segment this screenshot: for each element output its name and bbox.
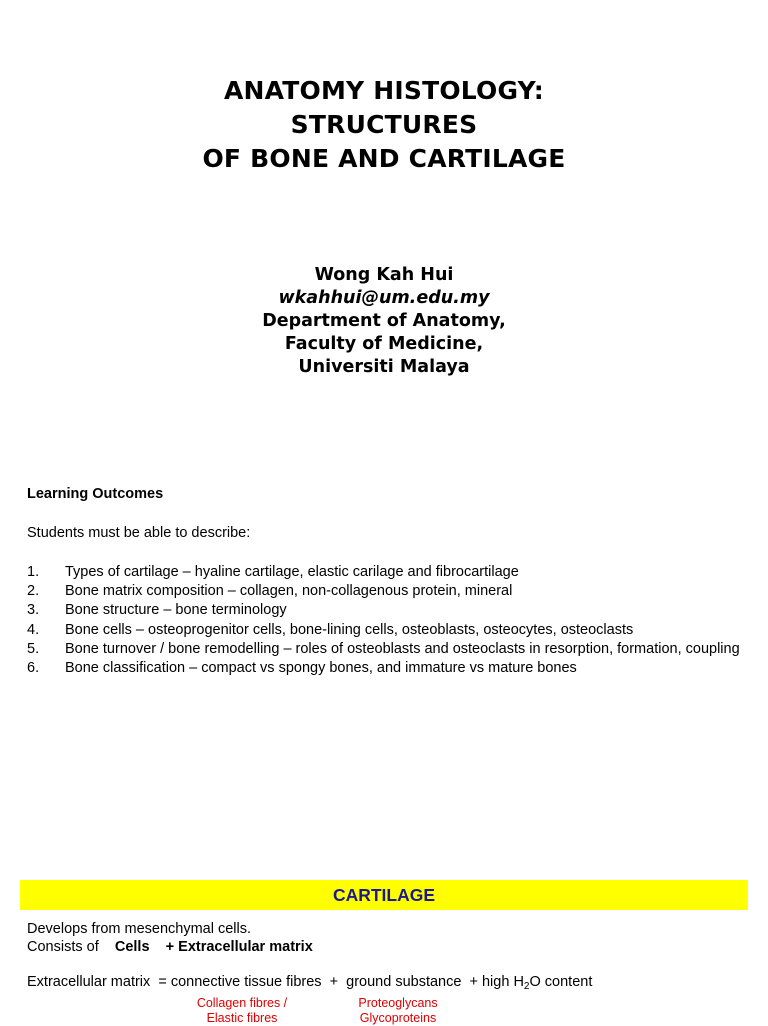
list-item-text: Bone matrix composition – collagen, non-collagenous protein, mineral — [65, 583, 513, 600]
author-email: wkahhui@um.edu.my — [278, 288, 490, 308]
list-item — [27, 563, 741, 582]
learning-outcomes-heading: Learning Outcomes — [27, 486, 164, 502]
fibres-annotation-line-2: Elastic fibres — [206, 1011, 278, 1025]
ecm-term: + Extracellular matrix — [165, 939, 313, 955]
plus-sign: + — [329, 974, 339, 990]
list-item-text: Bone cells – osteoprogenitor cells, bone-lining cells, osteoblasts, osteocytes, osteoclasts — [65, 621, 634, 638]
title-line-1: ANATOMY HISTOLOGY: — [224, 76, 544, 105]
author-faculty: Faculty of Medicine, — [284, 334, 484, 354]
fibres-annotation — [190, 996, 294, 1026]
list-item — [27, 582, 741, 601]
ctf-term: = connective tissue fibres — [158, 974, 322, 990]
list-item-number: 3. — [27, 602, 40, 619]
learning-outcomes-list — [27, 563, 741, 678]
list-item — [27, 601, 741, 620]
list-item-number: 5. — [27, 640, 40, 657]
ground-substance-term: ground substance — [346, 974, 462, 990]
fibres-annotation-line-1: Collagen fibres / — [196, 996, 288, 1010]
list-item-number: 1. — [27, 564, 40, 580]
list-item-number: 2. — [27, 583, 40, 600]
list-item-number: 6. — [27, 660, 40, 677]
author-department: Department of Anatomy, — [262, 311, 506, 331]
ground-annotation-line-2: Glycoproteins — [359, 1011, 437, 1025]
author-block — [0, 264, 768, 379]
title-line-2: STRUCTURES — [290, 110, 478, 139]
list-item — [27, 659, 741, 678]
list-item-text: Types of cartilage – hyaline cartilage, elastic carilage and fibrocartilage — [65, 564, 519, 580]
water-subscript: 2 — [523, 981, 530, 992]
cells-term: Cells — [114, 939, 150, 955]
list-item — [27, 640, 741, 659]
list-item-text: Bone structure – bone terminology — [65, 602, 287, 619]
ecm-label: Extracellular matrix — [27, 974, 151, 990]
water-term-prefix: + high H — [469, 974, 524, 990]
learning-outcomes-intro: Students must be able to describe: — [27, 525, 251, 541]
consists-of-label: Consists of — [27, 939, 99, 955]
cartilage-origin-text: Develops from mesenchymal cells. — [27, 921, 252, 937]
ground-annotation-line-1: Proteoglycans — [358, 996, 438, 1010]
author-name: Wong Kah Hui — [314, 265, 454, 285]
water-term-suffix: O content — [529, 974, 593, 990]
ground-substance-annotation — [348, 996, 448, 1026]
list-item-text: Bone turnover / bone remodelling – roles of osteoblasts and osteoclasts in resorption, formation, coupling — [65, 640, 740, 657]
cartilage-composition-line — [27, 939, 313, 955]
title-line-3: OF BONE AND CARTILAGE — [202, 144, 566, 173]
list-item — [27, 621, 741, 640]
list-item-number: 4. — [27, 621, 40, 638]
cartilage-banner: CARTILAGE — [20, 880, 748, 910]
author-university: Universiti Malaya — [298, 357, 470, 377]
ecm-equation-line — [27, 974, 592, 990]
list-item-text: Bone classification – compact vs spongy bones, and immature vs mature bones — [65, 660, 577, 677]
document-title — [0, 74, 768, 176]
